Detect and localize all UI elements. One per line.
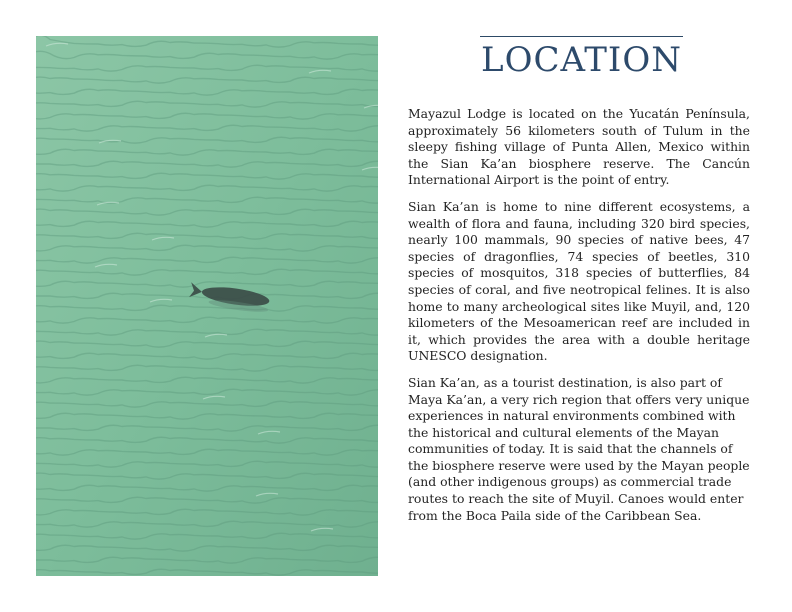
paragraph-1: Mayazul Lodge is located on the Yucatán Península, approximately 56 kilometers south of Tulum in the sleepy fishing village of Punta Allen, Mexico within the Sian Ka’an biosphere reserve. The Cancún International Airport is the point of entry. <box>408 106 750 188</box>
paragraph-2: Sian Ka’an is home to nine different ecosystems, a wealth of flora and fauna, including 320 bird species, nearly 100 mammals, 90 species of native bees, 47 species of dragonflies, 74 species of beetles, 310 species of mosquitos, 318 species of butterflies, 84 species of coral, and five neotropical felines. It is also home to many archeological sites like Muyil, and, 120 kilometers of the Mesoamerican reef are included in it, which provides the area with a double heritage UNESCO designation. <box>408 198 750 364</box>
page-title: LOCATION <box>481 40 682 80</box>
body-text <box>408 106 750 534</box>
water-fish-photo <box>36 36 378 576</box>
photo-image <box>36 36 378 576</box>
title-rule <box>480 36 683 37</box>
paragraph-3: Sian Ka’an, as a tourist destination, is also part of Maya Ka’an, a very rich region that offers very unique experiences in natural environments combined with the historical and cultural elements of the Mayan communities of today. It is said that the channels of the biosphere reserve were used by the Mayan people (and other indigenous groups) as commercial trade routes to reach the site of Muyil. Canoes would enter from the Boca Paila side of the Caribbean Sea. <box>408 374 750 523</box>
